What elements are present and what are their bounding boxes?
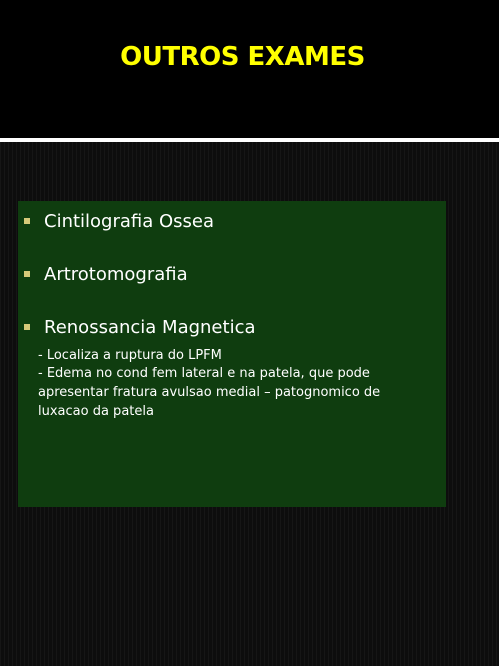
bullet-label: Renossancia Magnetica [44,317,256,338]
title-bar [0,0,499,138]
content-box [18,201,446,507]
sub-item: - Localiza a ruptura do LPFM [38,348,222,363]
bullet-label: Artrotomografia [44,264,188,285]
bullet-label: Cintilografia Ossea [44,211,215,232]
title-divider [0,138,499,142]
square-bullet-icon [24,218,30,224]
sub-item: - Edema no cond fem lateral e na patela, que pode apresentar fratura avulsao medial – patognomico de luxacao da patela [38,366,381,419]
square-bullet-icon [24,271,30,277]
square-bullet-icon [24,324,30,330]
slide-title: OUTROS EXAMES [120,42,365,72]
